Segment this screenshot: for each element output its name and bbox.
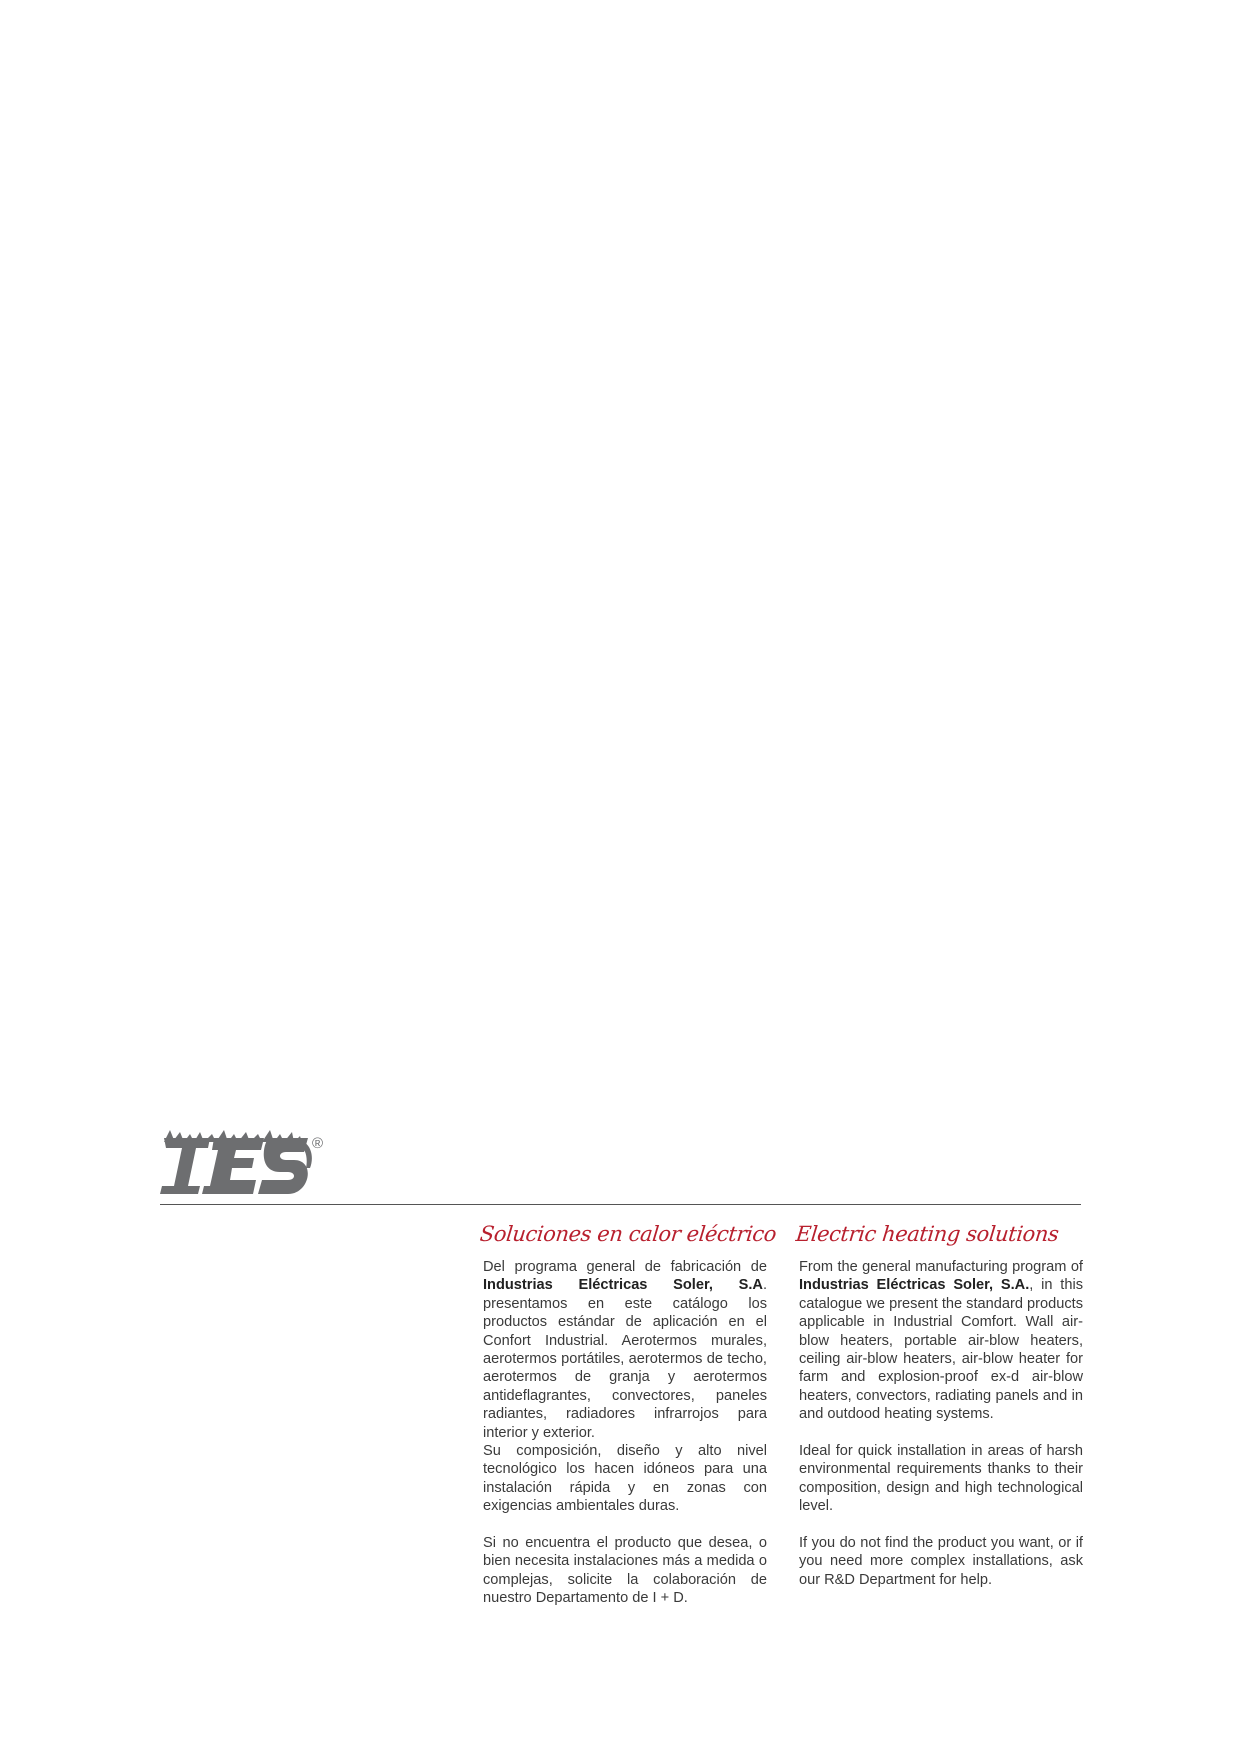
english-paragraph-1 (799, 1258, 1083, 1424)
english-paragraph-3: If you do not find the product you want, or if you need more complex installations, ask our R&D Department for help. (799, 1535, 1083, 1588)
english-company-name: Industrias Eléctricas Soler, S.A. (799, 1277, 1030, 1294)
spanish-p1-body: . presentamos en este catálogo los productos estándar de aplicación en el Confort Industrial. Aerotermos murales, aerotermos portátiles, aerotermos de techo, aerotermos de granja y aerotermos antideflagrantes, convectores, paneles radiantes, radiadores infrarrojos para interior y exterior. (483, 1277, 767, 1441)
spanish-heading: Soluciones en calor eléctrico (478, 1222, 778, 1246)
english-heading: Electric heating solutions (794, 1222, 1060, 1246)
spanish-column (478, 1222, 778, 1626)
english-paragraph-2: Ideal for quick installation in areas of harsh environmental requirements thanks to their composition, design and high technological level. (799, 1443, 1083, 1515)
english-p1-intro: From the general manufacturing program of (799, 1259, 1083, 1275)
spanish-paragraph-3: Si no encuentra el producto que desea, o bien necesita instalaciones más a medida o complejas, solicite la colaboración de nuestro Departamento de I + D. (483, 1535, 767, 1607)
english-p1-body: , in this catalogue we present the standard products applicable in Industrial Comfort. Wall air-blow heaters, portable air-blow heaters, ceiling air-blow heaters, air-blow heater for farm and explosion-proof ex-d air-blow heaters, convectors, radiating panels and in and outdood heating systems. (799, 1277, 1084, 1423)
spanish-company-name: Industrias Eléctricas Soler, S.A (483, 1277, 763, 1294)
spanish-p1-intro: Del programa general de fabricación de (483, 1259, 767, 1275)
registered-mark: ® (312, 1135, 324, 1152)
logo-letters (160, 1138, 312, 1194)
spanish-paragraph-1 (483, 1258, 767, 1442)
english-column (794, 1222, 1084, 1608)
divider-line (160, 1204, 1081, 1205)
spanish-paragraph-2: Su composición, diseño y alto nivel tecnológico los hacen idóneos para una instalación rápida y en zonas con exigencias ambientales duras. (483, 1443, 767, 1515)
ies-logo (160, 1128, 330, 1196)
